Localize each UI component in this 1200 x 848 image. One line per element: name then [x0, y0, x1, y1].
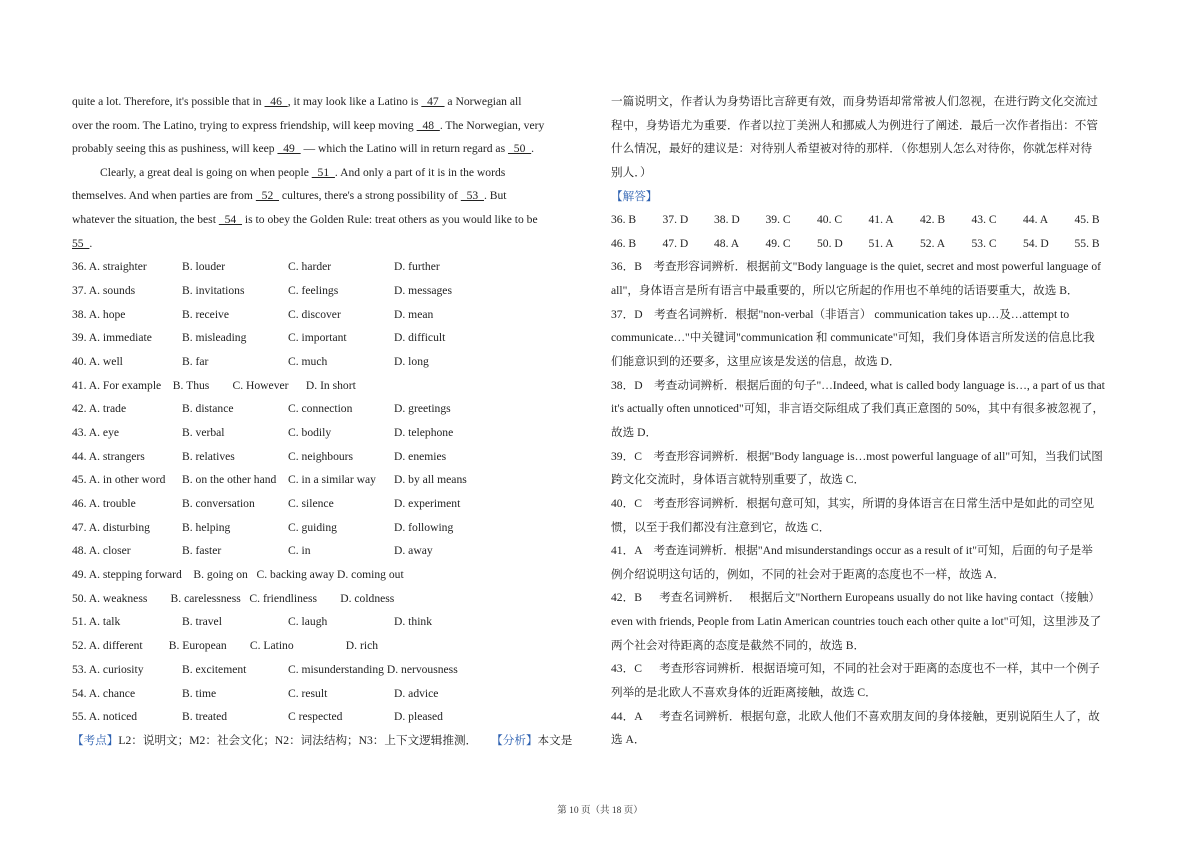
explanations: [611, 255, 1131, 751]
option-b: B. faster: [182, 544, 222, 558]
explanation-line: 惯，以至于我们都没有注意到它，故选 C．: [611, 520, 831, 534]
cloze-passage: [72, 90, 594, 255]
explanation-line: 41．A 考查连词辨析．根据"And misunderstandings occur as a result of it"可知，后面的句子是举: [611, 544, 1093, 558]
passage-line: [72, 114, 594, 138]
option-a: 44. A. strangers: [72, 449, 145, 463]
explanation-line: 故选 D．: [611, 425, 658, 439]
passage-text: quite a lot. Therefore, it's possible that in: [72, 95, 265, 108]
option-a: 43. A. eye: [72, 425, 120, 439]
passage-text: is to obey the Golden Rule: treat others as you would like to be: [242, 212, 538, 226]
intro-line: 一篇说明文，作者认为身势语比言辞更有效，而身势语却常常被人们忽视，在进行跨文化交流过: [611, 95, 1098, 108]
blank: 48: [416, 118, 440, 132]
fenxi-text: 本文是: [537, 733, 573, 747]
option-b: B. travel: [182, 615, 222, 629]
option-d: D. long: [394, 354, 429, 368]
option-row: [72, 303, 594, 327]
option-d: D. further: [394, 260, 440, 274]
explanation-line: even with friends, People from Latin American countries touch each other quite a lot"可知，这里涉及了: [611, 615, 1102, 629]
option-d: D. following: [394, 520, 454, 534]
option-c: C. guiding: [288, 520, 337, 534]
intro-line: 别人．）: [611, 165, 652, 179]
analysis-intro: [611, 90, 1131, 185]
option-row: [72, 634, 594, 658]
option-c: C. neighbours: [288, 449, 354, 463]
explanation-line: 们能意识到的还要多，这里应该是发送的信息，故选 D．: [611, 355, 901, 369]
explanation-line: 44．A 考查名词辨析．根据句意，北欧人他们不喜欢朋友间的身体接触，更别说陌生人了，故: [611, 709, 1100, 723]
passage-text: . And only a part of it is in the words: [334, 165, 506, 179]
option-d: D. greetings: [394, 402, 451, 416]
answer-item: 37. D: [662, 213, 689, 227]
answer-item: 38. D: [714, 213, 740, 227]
answer-item: 45. B: [1074, 213, 1100, 227]
option-d: D. mean: [394, 307, 434, 321]
option-a: 38. A. hope: [72, 307, 126, 321]
option-c: C. laugh: [288, 615, 328, 629]
option-b: B. relatives: [182, 449, 235, 463]
jieda-tag: 【解答】: [611, 189, 658, 203]
option-a: 48. A. closer: [72, 544, 131, 558]
passage-text: cultures, there's a strong possibility of: [279, 189, 461, 203]
option-d: D. experiment: [394, 497, 461, 511]
option-c: C. feelings: [288, 283, 339, 297]
option-a: 55. A. noticed: [72, 710, 138, 724]
passage-text: over the room. The Latino, trying to express friendship, will keep moving: [72, 118, 417, 132]
option-a: 37. A. sounds: [72, 283, 136, 297]
option-row: [72, 516, 594, 540]
passage-line: [72, 184, 594, 208]
passage-text: . But: [483, 189, 507, 203]
option-c: C. bodily: [288, 425, 332, 439]
option-c: C. result: [288, 686, 328, 700]
option-b: B. helping: [182, 520, 231, 534]
option-a: 54. A. chance: [72, 686, 136, 700]
option-d: D. pleased: [394, 710, 443, 724]
answer-item: 54. D: [1023, 236, 1049, 250]
explanation-line: 36．B 考查形容词辨析．根据前文"Body language is the quiet, secret and most powerful language of: [611, 260, 1101, 274]
option-row: [72, 374, 594, 398]
option-row: [72, 658, 594, 682]
explanation-line: it's actually often unnoticed"可知，非言语交际组成了我们真正意图的 50%，其中有很多被忽视了，: [611, 402, 1105, 416]
option-b: B. far: [182, 354, 209, 368]
option-b: B. receive: [182, 307, 229, 321]
passage-line: [72, 232, 594, 256]
option-d: D. messages: [394, 283, 452, 297]
option-text: 52. A. different B. European C. Latino D. rich: [72, 639, 379, 653]
kaodian-line: [72, 729, 594, 753]
option-c: C. connection: [288, 402, 353, 416]
explanation-line: 40．C 考查形容词辨析．根据句意可知，其实，所谓的身体语言在日常生活中是如此的司空见: [611, 496, 1095, 510]
option-row: [72, 563, 594, 587]
explanation-line: 列举的是北欧人不喜欢身体的近距离接触，故选 C．: [611, 686, 877, 700]
option-row: [72, 279, 594, 303]
option-a: 40. A. well: [72, 354, 123, 368]
option-row: [72, 587, 594, 611]
option-d: D. telephone: [394, 425, 454, 439]
option-a: 46. A. trouble: [72, 497, 136, 511]
passage-text: .: [531, 142, 535, 156]
passage-text: Clearly, a great deal is going on when people: [100, 165, 312, 179]
option-a: 36. A. straighter: [72, 260, 147, 274]
answer-item: 39. C: [765, 213, 791, 227]
options-list: [72, 255, 594, 729]
answer-item: 50. D: [817, 236, 843, 250]
option-row: [72, 705, 594, 729]
answer-item: 42. B: [920, 213, 946, 227]
kaodian-tag: 【考点】: [72, 733, 119, 747]
fenxi-tag: 【分析】: [491, 733, 538, 747]
answer-item: 55. B: [1074, 236, 1100, 250]
option-a: 45. A. in other word: [72, 473, 166, 487]
answer-item: 53. C: [971, 236, 997, 250]
passage-text: .: [89, 236, 93, 250]
explanation-line: 选 A．: [611, 733, 646, 747]
option-row: [72, 539, 594, 563]
blank: 54: [218, 212, 243, 226]
option-c: C. harder: [288, 260, 332, 274]
option-b: B. excitement: [182, 662, 247, 676]
option-d: D. enemies: [394, 449, 447, 463]
option-row: [72, 492, 594, 516]
option-text: 49. A. stepping forward B. going on C. backing away D. coming out: [72, 568, 404, 582]
option-b: B. on the other hand: [182, 473, 277, 487]
option-c: C. important: [288, 331, 347, 345]
explanation-line: 42．B 考查名词辨析． 根据后文"Northern Europeans usually do not like having contact（接触）: [611, 591, 1101, 605]
answer-key-row-1: [611, 208, 1131, 232]
option-d: D. think: [394, 615, 433, 629]
explanation-line: 例介绍说明这句话的，例如，不同的社会对于距离的态度也不一样，故选 A．: [611, 567, 1005, 581]
passage-text: — which the Latino will in return regard as: [300, 142, 508, 156]
option-c: C. much: [288, 354, 328, 368]
passage-text: whatever the situation, the best: [72, 212, 219, 226]
explanation-line: 38．D 考查动词辨析．根据后面的句子"…Indeed, what is called body language is…, a part of us that: [611, 378, 1105, 392]
blank: 47: [421, 95, 445, 108]
option-b: B. misleading: [182, 331, 247, 345]
explanation-line: 37．D 考查名词辨析．根据"non-verbal（非语言） communication takes up…及…attempt to: [611, 307, 1070, 321]
option-d: D. by all means: [394, 473, 467, 487]
answer-item: 52. A: [920, 236, 946, 250]
option-c: C. misunderstanding D. nervousness: [288, 662, 458, 676]
explanation-line: 两个社会对待距离的态度是截然不同的，故选 B．: [611, 638, 866, 652]
option-row: [72, 421, 594, 445]
passage-line: [72, 161, 594, 185]
answer-item: 43. C: [971, 213, 997, 227]
intro-line: 什么情况，最好的建议是：对待别人希望被对待的那样．（你想别人怎么对待你，你就怎样对待: [611, 142, 1093, 156]
answer-item: 47. D: [662, 236, 689, 250]
option-a: 39. A. immediate: [72, 331, 152, 345]
option-row: [72, 350, 594, 374]
passage-text: themselves. And when parties are from: [72, 189, 256, 203]
intro-line: 程中，身势语尤为重要．作者以拉丁美洲人和挪威人为例进行了阐述．最后一次作者指出：不管: [611, 118, 1098, 132]
passage-text: probably seeing this as pushiness, will keep: [72, 142, 278, 156]
answer-item: 41. A: [868, 213, 894, 227]
option-row: [72, 397, 594, 421]
answer-item: 44. A: [1023, 213, 1049, 227]
option-row: [72, 610, 594, 634]
passage-line: [72, 208, 594, 232]
option-c: C. in a similar way: [288, 473, 376, 487]
answer-item: 36. B: [611, 213, 637, 227]
explanation-line: 39．C 考查形容词辨析．根据"Body language is…most powerful language of all"可知，当我们试图: [611, 449, 1103, 463]
option-d: D. difficult: [394, 331, 446, 345]
blank: 53: [460, 189, 484, 203]
blank: 55: [72, 236, 90, 250]
passage-text: a Norwegian all: [444, 95, 522, 108]
option-text: 41. A. For example B. Thus C. However D. In short: [72, 378, 356, 392]
option-a: 47. A. disturbing: [72, 520, 150, 534]
explanation-line: 跨文化交流时，身体语言就特别重要了，故选 C．: [611, 473, 866, 487]
answer-item: 49. C: [765, 236, 791, 250]
option-c: C respected: [288, 710, 343, 724]
option-row: [72, 255, 594, 279]
explanation-line: all"，身体语言是所有语言中最重要的，所以它所起的作用也不单纯的话语要重大，故选 B．: [611, 284, 1079, 298]
option-b: B. distance: [182, 402, 234, 416]
explanation-line: communicate…"中关键词"communication 和 communicate"可知，我们身体语言所发送的信息比我: [611, 331, 1095, 345]
option-b: B. treated: [182, 710, 228, 724]
left-column: [72, 90, 594, 753]
option-row: [72, 445, 594, 469]
option-d: D. away: [394, 544, 433, 558]
answer-item: 40. C: [817, 213, 843, 227]
option-a: 42. A. trade: [72, 402, 127, 416]
explanation-line: 43．C 考查形容词辨析．根据语境可知，不同的社会对于距离的态度也不一样，其中一个例子: [611, 662, 1100, 676]
right-column: [611, 90, 1131, 752]
option-d: D. advice: [394, 686, 439, 700]
blank: 52: [255, 189, 280, 203]
blank: 50: [507, 142, 532, 156]
passage-text: . The Norwegian, very: [439, 118, 545, 132]
blank: 51: [311, 165, 335, 179]
option-b: B. time: [182, 686, 217, 700]
option-c: C. in: [288, 544, 311, 558]
option-b: B. conversation: [182, 497, 255, 511]
passage-line: [72, 90, 594, 114]
answer-key-row-2: [611, 232, 1131, 256]
passage-line: [72, 137, 594, 161]
answer-item: 51. A: [868, 236, 894, 250]
option-c: C. silence: [288, 497, 334, 511]
option-b: B. louder: [182, 260, 226, 274]
option-c: C. discover: [288, 307, 341, 321]
blank: 46: [264, 95, 288, 108]
option-row: [72, 326, 594, 350]
page-footer: 第 10 页（共 18 页）: [557, 806, 643, 816]
option-b: B. verbal: [182, 425, 225, 439]
option-text: 50. A. weakness B. carelessness C. friendliness D. coldness: [72, 591, 395, 605]
option-b: B. invitations: [182, 283, 245, 297]
blank: 49: [277, 142, 301, 156]
answer-item: 48. A: [714, 236, 740, 250]
option-a: 53. A. curiosity: [72, 662, 144, 676]
option-a: 51. A. talk: [72, 615, 121, 629]
option-row: [72, 468, 594, 492]
option-row: [72, 682, 594, 706]
passage-text: , it may look like a Latino is: [287, 95, 422, 108]
kaodian-text: L2：说明文；M2：社会文化；N2：词法结构；N3：上下文逻辑推测．: [118, 733, 478, 747]
answer-item: 46. B: [611, 236, 637, 250]
